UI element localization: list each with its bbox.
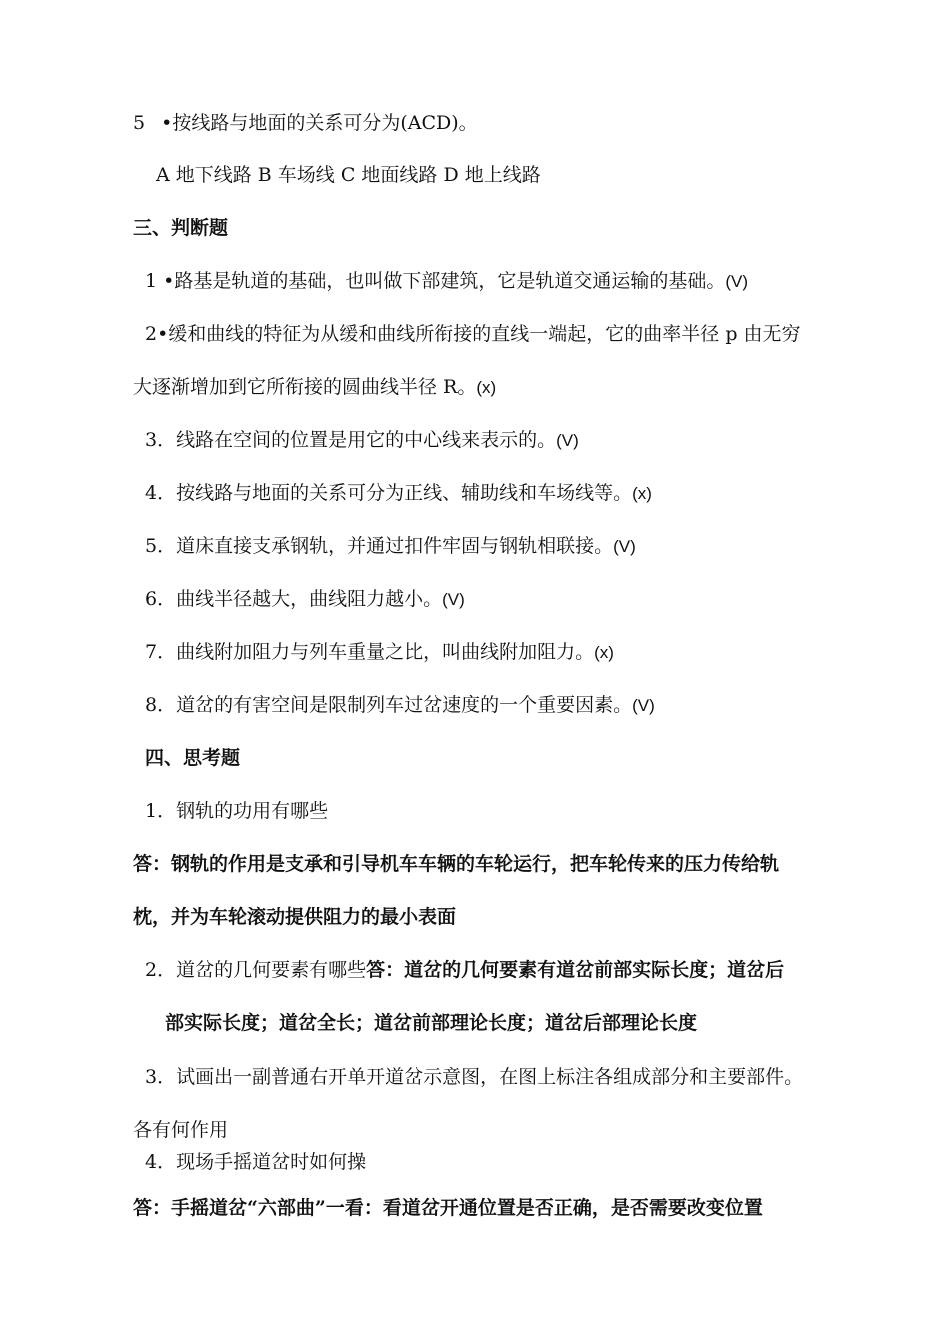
answer-4-line1: 答：手摇道岔“六部曲”一看：看道岔开通位置是否正确，是否需要改变位置 — [133, 1197, 763, 1219]
judgment-mark: (x) — [476, 378, 497, 397]
think-question-3-line1: 3．试画出一副普通右开单开道岔示意图，在图上标注各组成部分和主要部件。 — [145, 1066, 804, 1088]
question-5 — [133, 111, 478, 135]
judgment-item-2-line2: 大逐渐增加到它所衔接的圆曲线半径 R。(x) — [133, 376, 497, 398]
judgment-item-8: 8．道岔的有害空间是限制列车过岔速度的一个重要因素。(V) — [145, 694, 655, 716]
judgment-item-5: 5．道床直接支承钢轨，并通过扣件牢固与钢轨相联接。(V) — [145, 535, 636, 557]
judgment-mark: (V) — [725, 272, 749, 291]
think-question-2 — [145, 958, 784, 982]
judgment-item-7: 7．曲线附加阻力与列车重量之比，叫曲线附加阻力。(x) — [145, 641, 614, 663]
judgment-item-4: 4．按线路与地面的关系可分为正线、辅助线和车场线等。(x) — [145, 482, 652, 504]
think-question-1: 1．钢轨的功用有哪些 — [145, 800, 329, 822]
answer-2-line1: 答：道岔的几何要素有道岔前部实际长度；道岔后 — [366, 959, 785, 981]
question-2-text: 2．道岔的几何要素有哪些 — [145, 959, 367, 981]
answer-1-line1: 答：钢轨的作用是支承和引导机车车辆的车轮运行，把车轮传来的压力传给轨 — [133, 853, 780, 875]
judgment-mark: (V) — [442, 590, 465, 609]
section-4-heading: 四、思考题 — [145, 747, 241, 769]
think-question-3-line2: 各有何作用 — [133, 1119, 229, 1141]
judgment-mark: (V) — [632, 696, 655, 715]
question-5-options: A 地下线路 B 车场线 C 地面线路 D 地上线路 — [156, 164, 541, 186]
section-3-heading: 三、判断题 — [133, 217, 229, 239]
judgment-item-2-line1: 2•缓和曲线的特征为从缓和曲线所衔接的直线一端起，它的曲率半径 p 由无穷 — [145, 323, 801, 345]
judgment-item-1: 1 •路基是轨道的基础，也叫做下部建筑，它是轨道交通运输的基础。(V) — [145, 270, 749, 292]
judgment-item-3: 3．线路在空间的位置是用它的中心线来表示的。(V) — [145, 429, 579, 451]
judgment-mark: (x) — [594, 643, 614, 662]
answer-1-line2: 枕，并为车轮滚动提供阻力的最小表面 — [133, 906, 457, 928]
question-5-text: •按线路与地面的关系可分为(ACD)。 — [161, 112, 478, 134]
answer-2-line2: 部实际长度；道岔全长；道岔前部理论长度；道岔后部理论长度 — [165, 1012, 698, 1034]
judgment-mark: (x) — [632, 484, 652, 503]
judgment-mark: (V) — [613, 537, 636, 556]
judgment-mark: (V) — [556, 431, 579, 450]
think-question-4: 4．现场手摇道岔时如何操 — [145, 1151, 367, 1173]
judgment-item-6: 6．曲线半径越大，曲线阻力越小。(V) — [145, 588, 465, 610]
question-5-number: 5 — [133, 112, 146, 134]
